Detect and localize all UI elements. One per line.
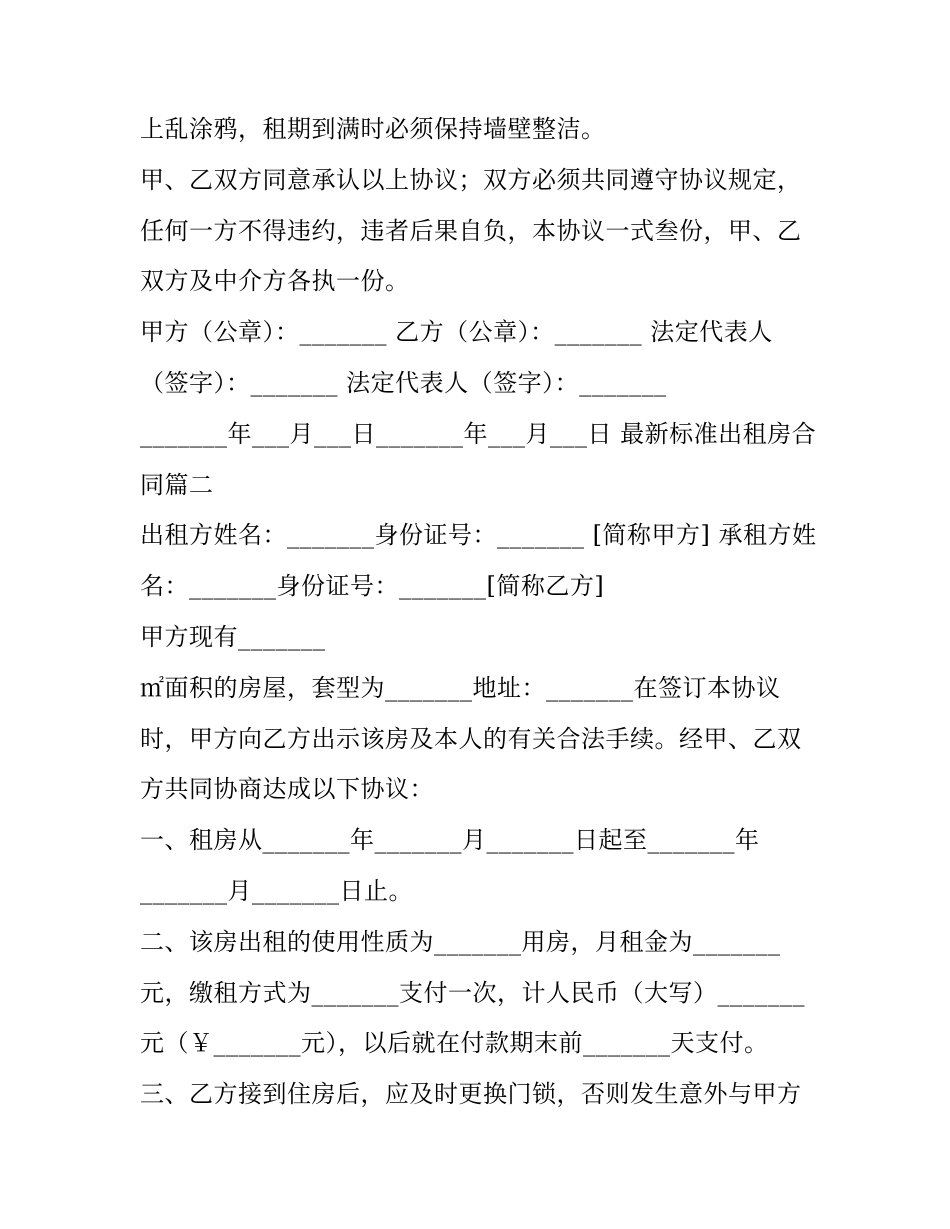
text-line: 名：_______身份证号：_______[简称乙方] <box>140 572 605 600</box>
text-line: 出租方姓名：_______身份证号：_______ [简称甲方] 承租方姓 <box>140 521 817 549</box>
text-line: 上乱涂鸦，租期到满时必须保持墙壁整洁。 <box>140 115 606 143</box>
text-line: 元，缴租方式为_______支付一次，计人民币（大写）_______ <box>140 979 805 1007</box>
text-line: 方共同协商达成以下协议： <box>140 775 434 803</box>
text-line: 三、乙方接到住房后，应及时更换门锁，否则发生意外与甲方 <box>140 1080 802 1108</box>
text-line: 任何一方不得违约，违者后果自负，本协议一式叁份，甲、乙 <box>140 217 802 245</box>
text-line: 元（￥_______元），以后就在付款期末前_______天支付。 <box>140 1029 769 1057</box>
text-line: 双方及中介方各执一份。 <box>140 267 410 295</box>
text-line: 甲方现有_______ <box>140 623 326 651</box>
text-line: 同篇二 <box>140 471 214 499</box>
text-line: _______月_______日止。 <box>140 877 413 905</box>
text-line: 一、租房从_______年_______月_______日起至_______年 <box>140 826 760 854</box>
text-line: _______年___月___日_______年___月___日 最新标准出租房合 <box>140 420 817 448</box>
text-line: 二、该房出租的使用性质为_______用房，月租金为_______ <box>140 928 781 956</box>
text-line: 时，甲方向乙方出示该房及本人的有关合法手续。经甲、乙双 <box>140 725 802 753</box>
text-line: 甲方（公章）：_______ 乙方（公章）：_______ 法定代表人 <box>140 318 773 346</box>
text-line: 甲、乙双方同意承认以上协议；双方必须共同遵守协议规定， <box>140 166 802 194</box>
text-line: （签字）：_______ 法定代表人（签字）：_______ <box>140 369 667 397</box>
text-line: ㎡面积的房屋，套型为_______地址：_______在签订本协议 <box>140 674 781 702</box>
